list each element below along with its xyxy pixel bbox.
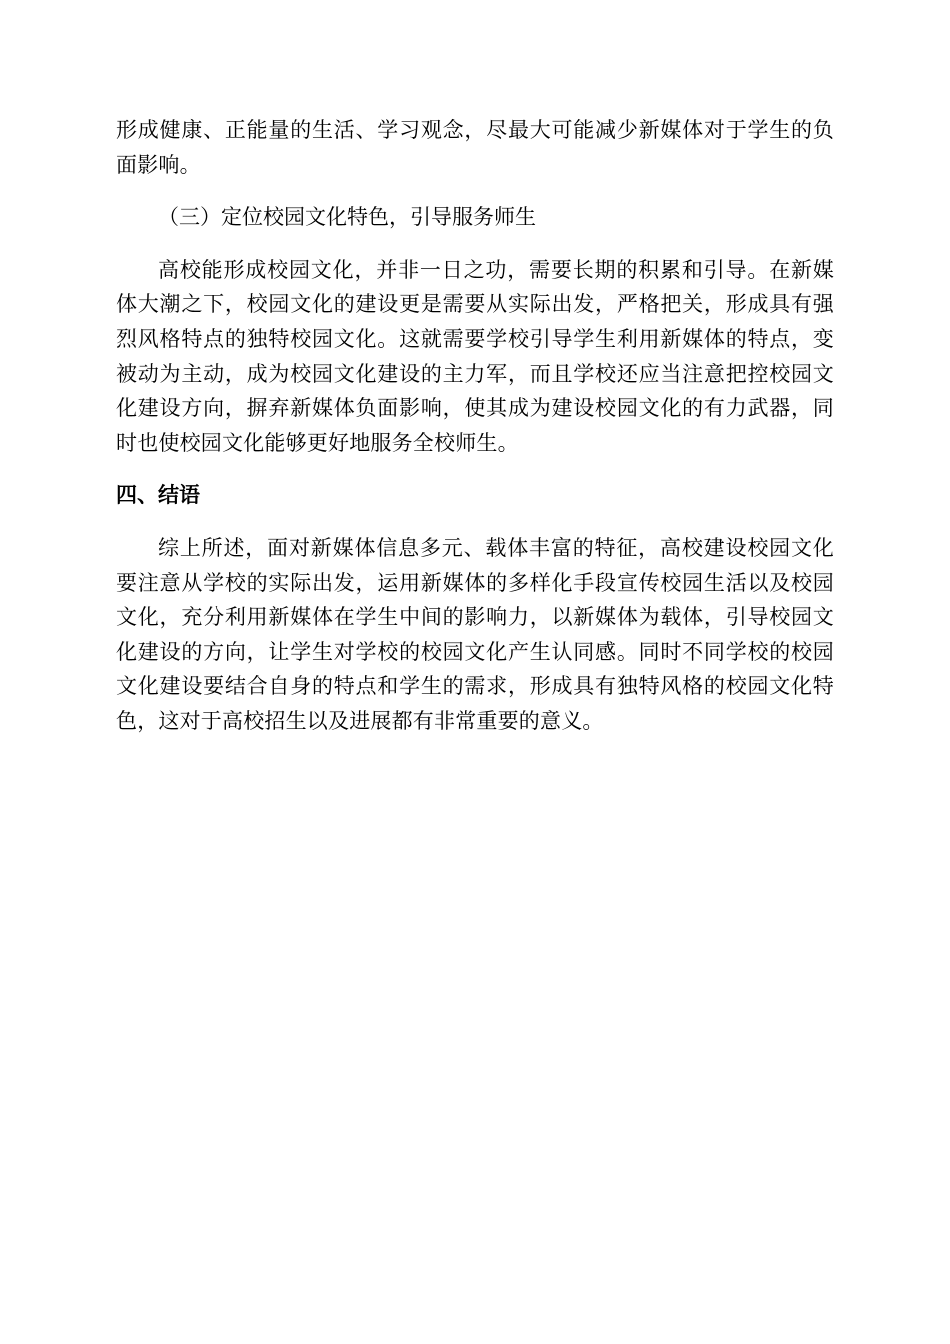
paragraph-conclusion: 综上所述，面对新媒体信息多元、载体丰富的特征，高校建设校园文化要注意从学校的实际出发，运用新媒体的多样化手段宣传校园生活以及校园文化，充分利用新媒体在学生中间的影响力，以新媒体为载体，引导校园文化建设的方向，让学生对学校的校园文化产生认同感。同时不同学校的校园文化建设要结合自身的特点和学生的需求，形成具有独特风格的校园文化特色，这对于高校招生以及进展都有非常重要的意义。	[116, 535, 834, 733]
subsection-heading-3: （三）定位校园文化特色，引导服务师生	[158, 205, 536, 230]
document-body	[116, 113, 834, 739]
section-heading-conclusion: 四、结语	[116, 483, 200, 508]
paragraph-continuation: 形成健康、正能量的生活、学习观念，尽最大可能减少新媒体对于学生的负面影响。	[116, 118, 834, 177]
paragraph-campus-culture: 高校能形成校园文化，并非一日之功，需要长期的积累和引导。在新媒体大潮之下，校园文化的建设更是需要从实际出发，严格把关，形成具有强烈风格特点的独特校园文化。这就需要学校引导学生利用新媒体的特点，变被动为主动，成为校园文化建设的主力军，而且学校还应当注意把控校园文化建设方向，摒弃新媒体负面影响，使其成为建设校园文化的有力武器，同时也使校园文化能够更好地服务全校师生。	[116, 257, 834, 455]
